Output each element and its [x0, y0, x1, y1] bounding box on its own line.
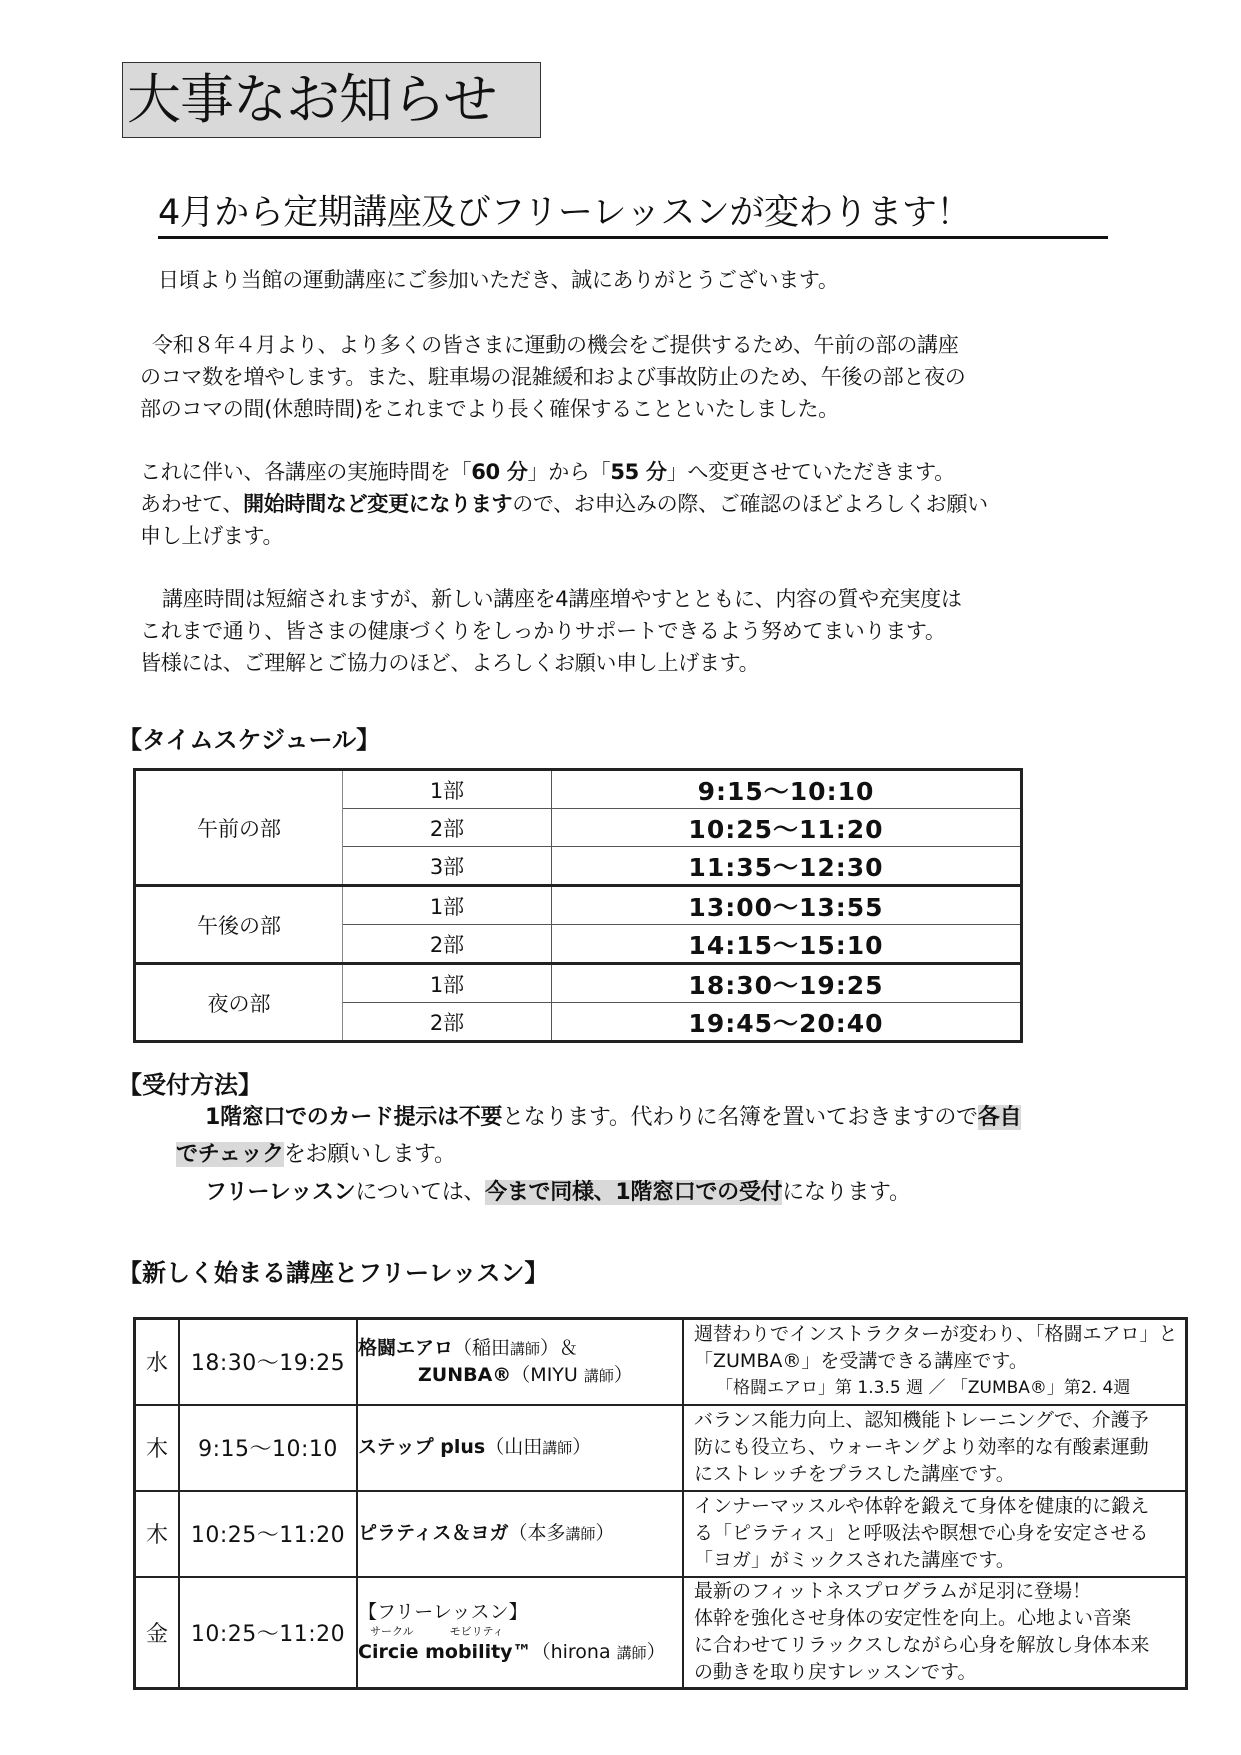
lesson-time: 10:25～11:20: [179, 1491, 357, 1577]
text: 」から「: [527, 460, 611, 484]
part-label: 1部: [343, 964, 552, 1003]
new-duration: 55 分: [610, 460, 667, 484]
part-label: 2部: [343, 809, 552, 847]
greeting-text: 日頃より当館の運動講座にご参加いただき、誠にありがとうございます。: [158, 268, 839, 292]
reception-line3: [205, 1177, 911, 1209]
free-lesson-label: フリーレッスン: [205, 1180, 356, 1205]
lesson-name: [357, 1405, 683, 1491]
text: ）: [646, 1640, 666, 1663]
text: については、: [355, 1180, 486, 1205]
weekday: 水: [135, 1319, 180, 1405]
instructor: （hirona: [531, 1640, 617, 1663]
desc-line: 「ヨガ」がミックスされた講座です。: [694, 1549, 1015, 1571]
part-label: 2部: [343, 1003, 552, 1042]
time-range: 19:45～20:40: [552, 1003, 1022, 1042]
desc-line: 「ZUMBA®」を受講できる講座です。: [694, 1350, 1028, 1373]
text: これに伴い、各講座の実施時間を「: [140, 460, 472, 484]
lesson-name: [357, 1491, 683, 1577]
table-row: [135, 964, 1022, 1003]
highlight-text: 今まで同様、1階窓口での受付: [485, 1180, 783, 1205]
weekday: 金: [135, 1577, 180, 1689]
desc-line: の動きを取り戻すレッスンです。: [694, 1661, 977, 1684]
no-card-needed: 1階窓口でのカード提示は不要: [205, 1105, 503, 1130]
table-row: [135, 1491, 1187, 1577]
lesson-name: [357, 1577, 683, 1689]
text: ）＆: [540, 1336, 579, 1359]
instructor: （MIYU: [511, 1363, 584, 1386]
para3-line1: [140, 456, 955, 488]
desc-line: に合わせてリラックスしながら心身を解放し身体本来: [694, 1634, 1150, 1657]
para4-line1: 講座時間は短縮されますが、新しい講座を4講座増やすとともに、内容の質や充実度は: [162, 587, 962, 611]
lesson-name-line: [358, 1639, 682, 1666]
ruby-mobility: モビリティ: [449, 1624, 504, 1638]
text: となります。代わりに名簿を置いておきますので: [502, 1105, 978, 1130]
table-row: [135, 1405, 1187, 1491]
text: ）: [595, 1522, 615, 1544]
instructor-title: 講師: [565, 1525, 596, 1543]
desc-line: 最新のフィットネスプログラムが足羽に登場！: [694, 1580, 1092, 1603]
para2-line1: 令和８年４月より、より多くの皆さまに運動の機会をご提供するため、午前の部の講座: [152, 333, 959, 357]
weekday: 木: [135, 1491, 180, 1577]
part-label: 3部: [343, 847, 552, 886]
ruby-circle: サークル: [370, 1624, 414, 1638]
instructor: （山田: [485, 1436, 543, 1458]
page-title: 大事なお知らせ: [122, 62, 541, 138]
para3-line3: 申し上げます。: [140, 524, 284, 548]
schedule-heading: 【タイムスケジュール】: [118, 726, 381, 754]
weekday: 木: [135, 1405, 180, 1491]
notice-subtitle: 4月から定期講座及びフリーレッスンが変わります！: [158, 190, 1108, 239]
lesson-description: [683, 1405, 1187, 1491]
time-range: 18:30～19:25: [552, 964, 1022, 1003]
para2-line3: 部のコマの間(休憩時間)をこれまでより長く確保することといたしました。: [140, 397, 839, 421]
lesson-name-line1: [358, 1335, 682, 1362]
time-range: 9:15～10:10: [552, 770, 1022, 809]
time-range: 13:00～13:55: [552, 886, 1022, 925]
course-title: Circie mobility™: [358, 1640, 532, 1663]
table-row: [135, 770, 1022, 809]
reception-line2: [176, 1139, 456, 1171]
part-label: 1部: [343, 770, 552, 809]
time-range: 10:25～11:20: [552, 809, 1022, 847]
table-row: [135, 1319, 1187, 1405]
lesson-description: [683, 1577, 1187, 1689]
table-row: [135, 886, 1022, 925]
lessons-heading: 【新しく始まる講座とフリーレッスン】: [118, 1259, 549, 1287]
text: あわせて、: [140, 492, 244, 516]
ruby-reading: [358, 1625, 682, 1639]
time-schedule-table: [133, 768, 1023, 1043]
lesson-description: [683, 1491, 1187, 1577]
course-title: ステップ plus: [358, 1436, 486, 1458]
desc-line: にストレッチをプラスした講座です。: [694, 1463, 1015, 1485]
group-name: 夜の部: [135, 964, 343, 1042]
para4-line2: これまで通り、皆さまの健康づくりをしっかりサポートできるよう努めてまいります。: [140, 619, 946, 643]
desc-line: 週替わりでインストラクターが変わり、「格闘エアロ」と: [694, 1323, 1178, 1346]
text: 」へ変更させていただきます。: [666, 460, 955, 484]
desc-line: インナーマッスルや体幹を鍛えて身体を健康的に鍛え: [694, 1495, 1150, 1517]
course-title: 格闘エアロ: [358, 1336, 454, 1359]
old-duration: 60 分: [471, 460, 528, 484]
highlight-text: 各自: [977, 1105, 1022, 1130]
table-row: [135, 1577, 1187, 1689]
free-lesson-tag: 【フリーレッスン】: [358, 1600, 528, 1623]
time-range: 11:35～12:30: [552, 847, 1022, 886]
desc-line: 防にも役立ち、ウォーキングより効率的な有酸素運動: [694, 1436, 1149, 1458]
text: ）: [613, 1363, 633, 1386]
instructor-title: 講師: [542, 1439, 573, 1457]
course-title: ピラティス＆ヨガ: [358, 1522, 509, 1544]
new-lessons-table: [133, 1317, 1188, 1690]
highlight-text: でチェック: [176, 1142, 284, 1167]
lesson-time: 9:15～10:10: [179, 1405, 357, 1491]
desc-line: る「ピラティス」と呼吸法や瞑想で心身を安定させる: [694, 1522, 1149, 1544]
time-range: 14:15～15:10: [552, 925, 1022, 964]
lesson-name-line2: [358, 1362, 682, 1389]
text: ）: [572, 1436, 592, 1458]
instructor-title: 講師: [583, 1366, 614, 1385]
instructor: （稲田: [453, 1336, 511, 1359]
lesson-time: 10:25～11:20: [179, 1577, 357, 1689]
group-name: 午後の部: [135, 886, 343, 964]
para2-line2: のコマ数を増やします。また、駐車場の混雑緩和および事故防止のため、午後の部と夜の: [140, 365, 966, 389]
group-name: 午前の部: [135, 770, 343, 886]
lesson-description: [683, 1319, 1187, 1405]
course-title: ZUNBA®: [418, 1363, 512, 1386]
part-label: 2部: [343, 925, 552, 964]
lesson-name: [357, 1319, 683, 1405]
para3-line2: [140, 488, 988, 520]
week-schedule-note: 「格闘エアロ」第 1.3.5 週 ／ 「ZUMBA®」第2. 4週: [716, 1378, 1131, 1399]
desc-line: 体幹を強化させ身体の安定性を向上。心地よい音楽: [694, 1607, 1132, 1630]
emphasis-text: 開始時間など変更になります: [243, 492, 513, 516]
instructor-title: 講師: [616, 1643, 647, 1662]
reception-line1: [205, 1102, 1021, 1134]
text: をお願いします。: [283, 1142, 456, 1167]
reception-heading: 【受付方法】: [118, 1071, 262, 1099]
text: になります。: [782, 1180, 911, 1205]
instructor-title: 講師: [510, 1339, 541, 1358]
lesson-time: 18:30～19:25: [179, 1319, 357, 1405]
desc-line: バランス能力向上、認知機能トレーニングで、介護予: [694, 1409, 1149, 1431]
part-label: 1部: [343, 886, 552, 925]
text: ので、お申込みの際、ご確認のほどよろしくお願い: [512, 492, 988, 516]
instructor: （本多: [508, 1522, 566, 1544]
para4-line3: 皆様には、ご理解とご協力のほど、よろしくお願い申し上げます。: [140, 651, 760, 675]
